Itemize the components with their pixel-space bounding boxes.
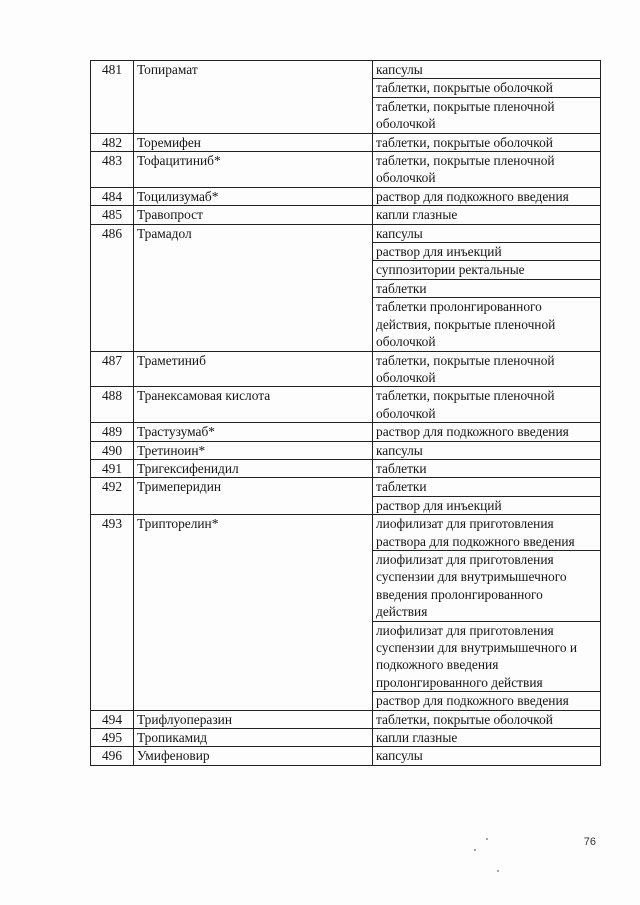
dosage-forms-cell xyxy=(373,441,601,459)
dosage-form: капсулы xyxy=(376,442,423,458)
dosage-form: лиофилизат для приготовления суспензии для внутримышечного и подкожного введения пролонгированного действия xyxy=(373,621,600,692)
drug-name: Топирамат xyxy=(134,61,373,134)
drug-name: Третиноин* xyxy=(134,441,373,459)
drug-name: Трамадол xyxy=(134,224,373,351)
dosage-form: раствор для подкожного введения xyxy=(376,424,569,440)
drug-table-body xyxy=(91,61,601,766)
row-number: 493 xyxy=(91,515,134,710)
dosage-forms-cell xyxy=(373,423,601,441)
row-number: 484 xyxy=(91,187,134,205)
row-number: 495 xyxy=(91,729,134,747)
row-number: 486 xyxy=(91,224,134,351)
dosage-forms-cell xyxy=(373,206,601,224)
dosage-forms-cell xyxy=(373,133,601,151)
table-row xyxy=(91,133,601,151)
dosage-form: капли глазные xyxy=(376,730,458,746)
table-row xyxy=(91,387,601,423)
table-row xyxy=(91,729,601,747)
dosage-form: раствор для инъекций xyxy=(373,242,600,260)
drug-name: Тофацитиниб* xyxy=(134,152,373,188)
dosage-forms-cell xyxy=(373,747,601,765)
row-number: 490 xyxy=(91,441,134,459)
drug-name: Торемифен xyxy=(134,133,373,151)
row-number: 491 xyxy=(91,459,134,477)
drug-name: Умифеновир xyxy=(134,747,373,765)
dosage-form: таблетки, покрытые пленочной оболочкой xyxy=(376,153,555,186)
dosage-form: суппозитории ректальные xyxy=(373,260,600,278)
dosage-form: лиофилизат для приготовления суспензии для внутримышечного введения пролонгированного действия xyxy=(373,550,600,621)
table-row xyxy=(91,441,601,459)
drug-name: Тоцилизумаб* xyxy=(134,187,373,205)
table-row xyxy=(91,710,601,728)
row-number: 494 xyxy=(91,710,134,728)
row-number: 488 xyxy=(91,387,134,423)
dosage-forms-cell xyxy=(373,515,601,710)
dosage-form: раствор для подкожного введения xyxy=(376,188,569,204)
drug-name: Трастузумаб* xyxy=(134,423,373,441)
drug-name: Трипторелин* xyxy=(134,515,373,710)
dosage-form: капсулы xyxy=(376,748,423,764)
table-row xyxy=(91,206,601,224)
dosage-forms-cell xyxy=(373,459,601,477)
dosage-forms-cell xyxy=(373,710,601,728)
row-number: 483 xyxy=(91,152,134,188)
table-row xyxy=(91,187,601,205)
row-number: 496 xyxy=(91,747,134,765)
dosage-form: таблетки, покрытые оболочкой xyxy=(376,711,553,727)
drug-name: Травопрост xyxy=(134,206,373,224)
dosage-forms-cell xyxy=(373,351,601,387)
dosage-forms-cell xyxy=(373,224,601,351)
dosage-forms-cell xyxy=(373,152,601,188)
scan-speck xyxy=(497,870,499,872)
row-number: 485 xyxy=(91,206,134,224)
dosage-form: таблетки xyxy=(376,479,427,495)
row-number: 481 xyxy=(91,61,134,134)
dosage-form: раствор для инъекций xyxy=(373,496,600,514)
dosage-form: таблетки, покрытые пленочной оболочкой xyxy=(376,388,555,421)
drug-name: Тропикамид xyxy=(134,729,373,747)
table-row xyxy=(91,351,601,387)
dosage-forms-cell xyxy=(373,187,601,205)
table-row xyxy=(91,224,601,351)
table-row xyxy=(91,61,601,134)
dosage-forms-cell xyxy=(373,729,601,747)
dosage-form: таблетки, покрытые пленочной оболочкой xyxy=(376,352,555,385)
drug-name: Тригексифенидил xyxy=(134,459,373,477)
row-number: 489 xyxy=(91,423,134,441)
table-row xyxy=(91,478,601,515)
row-number: 482 xyxy=(91,133,134,151)
dosage-forms-cell xyxy=(373,387,601,423)
dosage-form: раствор для подкожного введения xyxy=(373,691,600,709)
dosage-forms-cell xyxy=(373,61,601,134)
drug-name: Траметиниб xyxy=(134,351,373,387)
table-row xyxy=(91,423,601,441)
dosage-form: таблетки, покрытые оболочкой xyxy=(376,134,553,150)
dosage-form: лиофилизат для приготовления раствора для подкожного введения xyxy=(376,516,575,549)
dosage-form: таблетки, покрытые пленочной оболочкой xyxy=(373,97,600,133)
drug-table xyxy=(90,60,601,766)
row-number: 487 xyxy=(91,351,134,387)
table-row xyxy=(91,747,601,765)
drug-name: Трифлуоперазин xyxy=(134,710,373,728)
dosage-form: таблетки пролонгированного действия, покрытые пленочной оболочкой xyxy=(373,297,600,350)
scan-speck xyxy=(486,838,488,840)
table-row xyxy=(91,515,601,710)
dosage-form: капсулы xyxy=(376,62,423,77)
table-row xyxy=(91,459,601,477)
dosage-form: таблетки xyxy=(376,460,427,476)
scan-speck xyxy=(474,849,476,851)
row-number: 492 xyxy=(91,478,134,515)
drug-name: Транексамовая кислота xyxy=(134,387,373,423)
page-number: 76 xyxy=(583,836,596,848)
drug-name: Тримеперидин xyxy=(134,478,373,515)
dosage-form: капсулы xyxy=(376,225,423,241)
dosage-forms-cell xyxy=(373,478,601,515)
table-row xyxy=(91,152,601,188)
dosage-form: капли глазные xyxy=(376,207,458,223)
dosage-form: таблетки xyxy=(373,279,600,297)
dosage-form: таблетки, покрытые оболочкой xyxy=(373,78,600,96)
